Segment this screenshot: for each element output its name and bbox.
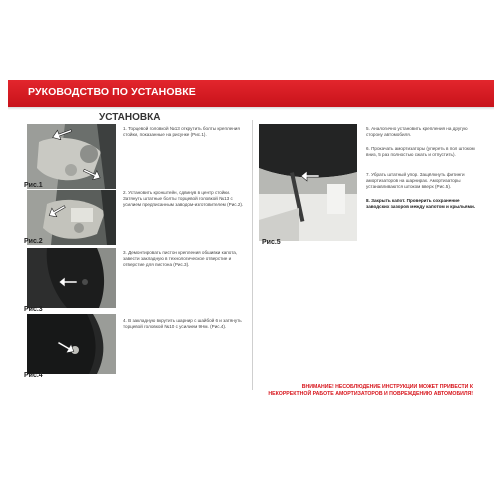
- step-5-text: 5. Аналогично установить крепления на другую сторону автомобиля.: [366, 126, 468, 138]
- warning-line-2: НЕКОРРЕКТНОЙ РАБОТЕ АМОРТИЗАТОРОВ И ПОВРЕЖДЕНИЮ АВТОМОБИЛЯ!: [268, 391, 473, 397]
- figure-label: Рис.1: [24, 182, 43, 189]
- warning-line-1: ВНИМАНИЕ! НЕСОБЛЮДЕНИЕ ИНСТРУКЦИИ МОЖЕТ ПРИВЕСТИ К: [301, 384, 473, 390]
- column-divider: [252, 120, 253, 390]
- arrow-icon: [300, 170, 320, 182]
- warning-notice: [203, 384, 473, 398]
- figure-label: Рис.3: [24, 306, 43, 313]
- arrow-icon: [82, 168, 102, 180]
- photo-figure-2: [27, 190, 116, 245]
- step-8-bold: 8. Закрыть капот. Проверить сохранение заводских зазоров между капотом и крыльями.: [366, 198, 476, 210]
- step-8-text: [366, 198, 478, 210]
- step-7-text: 7. Убрать штатный упор. Защёлкнуть фитинги амортизаторов на шарнирах. Амортизаторы устанавливаются штоком вверх (Рис.5).: [366, 172, 465, 190]
- arrow-icon: [51, 128, 73, 140]
- step-6-text: 6. Прокачать амортизаторы (упереть в пол штоком вниз, 5 раз полностью сжать и отпустить).: [366, 146, 475, 158]
- step-3-text: 3. Демонтировать пистон крепления обшивки капота, завести закладную в технологическое отверстие и отверстие для пистона (Рис.3).: [123, 250, 238, 268]
- arrow-icon: [56, 341, 76, 353]
- header-banner: [8, 80, 494, 107]
- arrow-icon: [58, 276, 78, 288]
- figure-label: Рис.5: [262, 239, 281, 246]
- header-dot-pattern: [8, 73, 494, 79]
- photo-figure-5: [259, 124, 357, 241]
- section-title: УСТАНОВКА: [99, 112, 161, 123]
- step-2-text: 2. Установить кронштейн, сдвинув в центр стойки. Затянуть штатные болты торцевой головкой №13 с усилием предписанным заводом-изготовителем (Рис.2).: [123, 190, 244, 208]
- figure-label: Рис.4: [24, 372, 43, 379]
- arrow-icon: [47, 205, 67, 217]
- step-1-text: 1. Торцевой головкой №13 открутить болты крепления стойки, показанные на рисунке (Рис.1).: [123, 126, 240, 138]
- figure-label: Рис.2: [24, 238, 43, 245]
- page-title: РУКОВОДСТВО ПО УСТАНОВКЕ: [28, 86, 196, 98]
- banner-shadow: [8, 107, 494, 110]
- step-4-text: 4. В закладную вкрутить шарнир с шайбой 6 и затянуть торцевой головкой №10 с усилием 9Нм. (Рис.4).: [123, 318, 242, 330]
